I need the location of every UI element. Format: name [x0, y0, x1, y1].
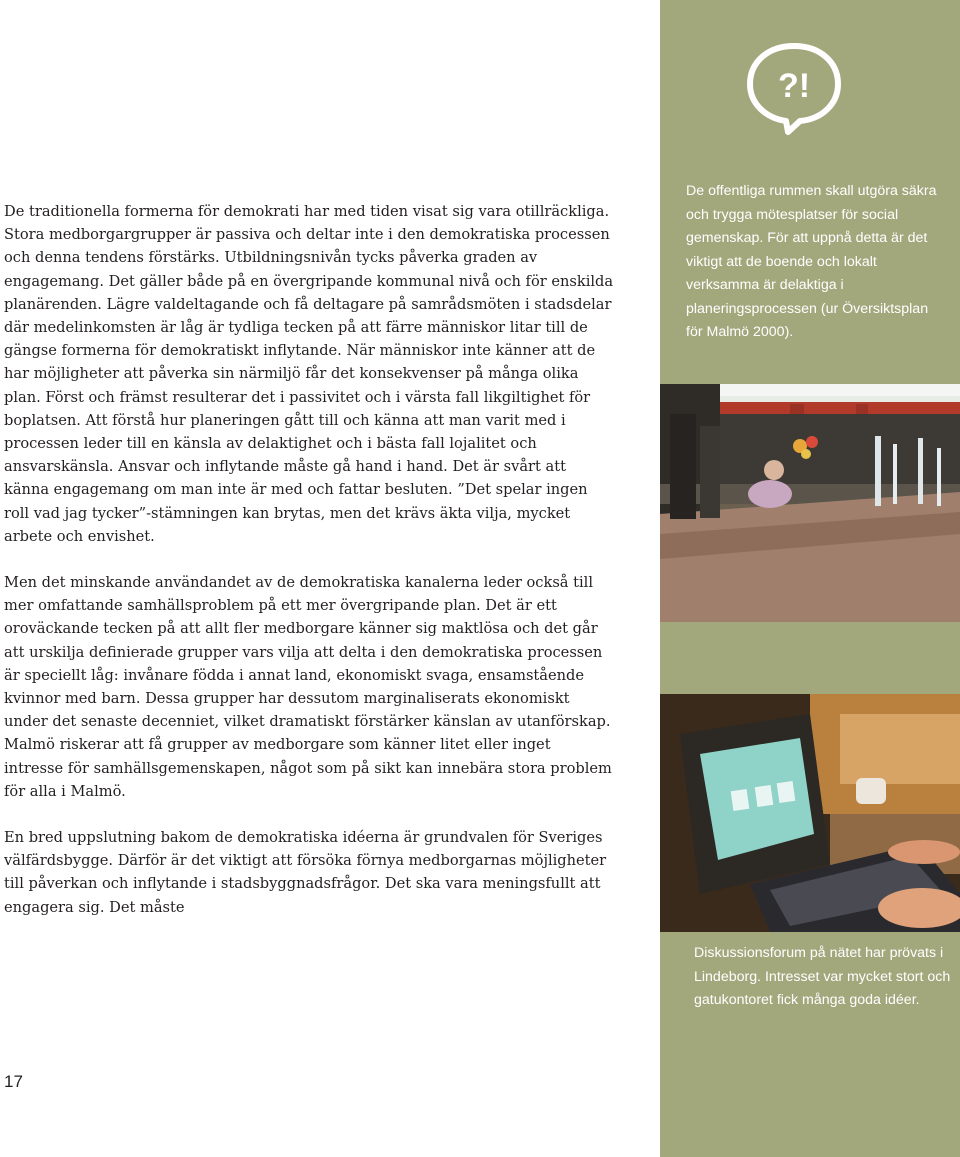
speech-bubble-icon [744, 40, 844, 136]
body-text-column [4, 200, 614, 942]
square-fountain-photo [660, 384, 960, 622]
computer-forum-photo [660, 694, 960, 932]
body-paragraph-2: Men det minskande användandet av de demokratiska kanalerna leder också till mer omfattande samhällsproblem på ett mer övergripande plan. Det är ett oroväckande tecken på att allt fler medborgare känner sig maktlösa och det går att urskilja definierade grupper vars vilja att delta i den demokratiska processen är speciellt låg: invånare födda i annat land, ekonomiskt svaga, ensamstående kvinnor med barn. Dessa grupper har dessutom marginaliserats ekonomiskt under det senaste decenniet, vilket dramatiskt förstärker känslan av utanförskap. Malmö riskerar att få grupper av medborgare som känner litet eller inget intresse för samhällsgemenskapen, något som på sikt kan innebära stora problem för alla i Malmö. [4, 574, 612, 800]
sidebar-quote: De offentliga rummen skall utgöra säkra och trygga mötesplatser för social gemenskap. För att uppnå detta är det viktigt att de boende och lokalt verksamma är delaktiga i planeringsprocessen (ur Översiktsplan för Malmö 2000). [686, 183, 937, 340]
body-paragraph-3: En bred uppslutning bakom de demokratiska idéerna är grundvalen för Sveriges välfärdsbygge. Därför är det viktigt att försöka förnya medborgarnas möjligheter till påverkan och inflytande i stadsbyggnadsfrågor. Det ska vara meningsfullt att engagera sig. Det måste [4, 829, 607, 916]
body-paragraph-1: De traditionella formerna för demokrati har med tiden visat sig vara otillräckliga. Stora medborgargrupper är passiva och deltar inte i den demokratiska processen och denna tendens förstärks. Utbildningsnivån tycks påverka graden av engagemang. Det gäller både på en övergripande kommunal nivå och för enskilda planärenden. Lägre valdeltagande och få deltagare på samrådsmöten i stadsdelar där medelinkomsten är låg är tydliga tecken på att färre människor litar till de gängse formerna för demokratiskt inflytande. När människor inte känner att de har möjligheter att påverka sin närmiljö får det konsekvenser på många olika plan. Först och främst resulterar det i passivitet och i värsta fall likgiltighet för boplatsen. Att förstå hur planeringen gått till och känna att man varit med i processen leder till en känsla av delaktighet och i bästa fall lojalitet och ansvarskänsla. Ansvar och inflytande måste gå hand i hand. Det är svårt att känna engagemang om man inte är med och fattar besluten. ”Det spelar ingen roll vad jag tycker”-stämningen kan brytas, men det krävs äkta vilja, mycket arbete och envishet. [4, 203, 614, 545]
bubble-symbol: ?! [777, 67, 811, 105]
sidebar [660, 0, 960, 1157]
photo-caption: Diskussionsforum på nätet har prövats i Lindeborg. Intresset var mycket stort och gatukontoret fick många goda idéer. [694, 945, 951, 1008]
page-number: 17 [4, 1072, 23, 1091]
